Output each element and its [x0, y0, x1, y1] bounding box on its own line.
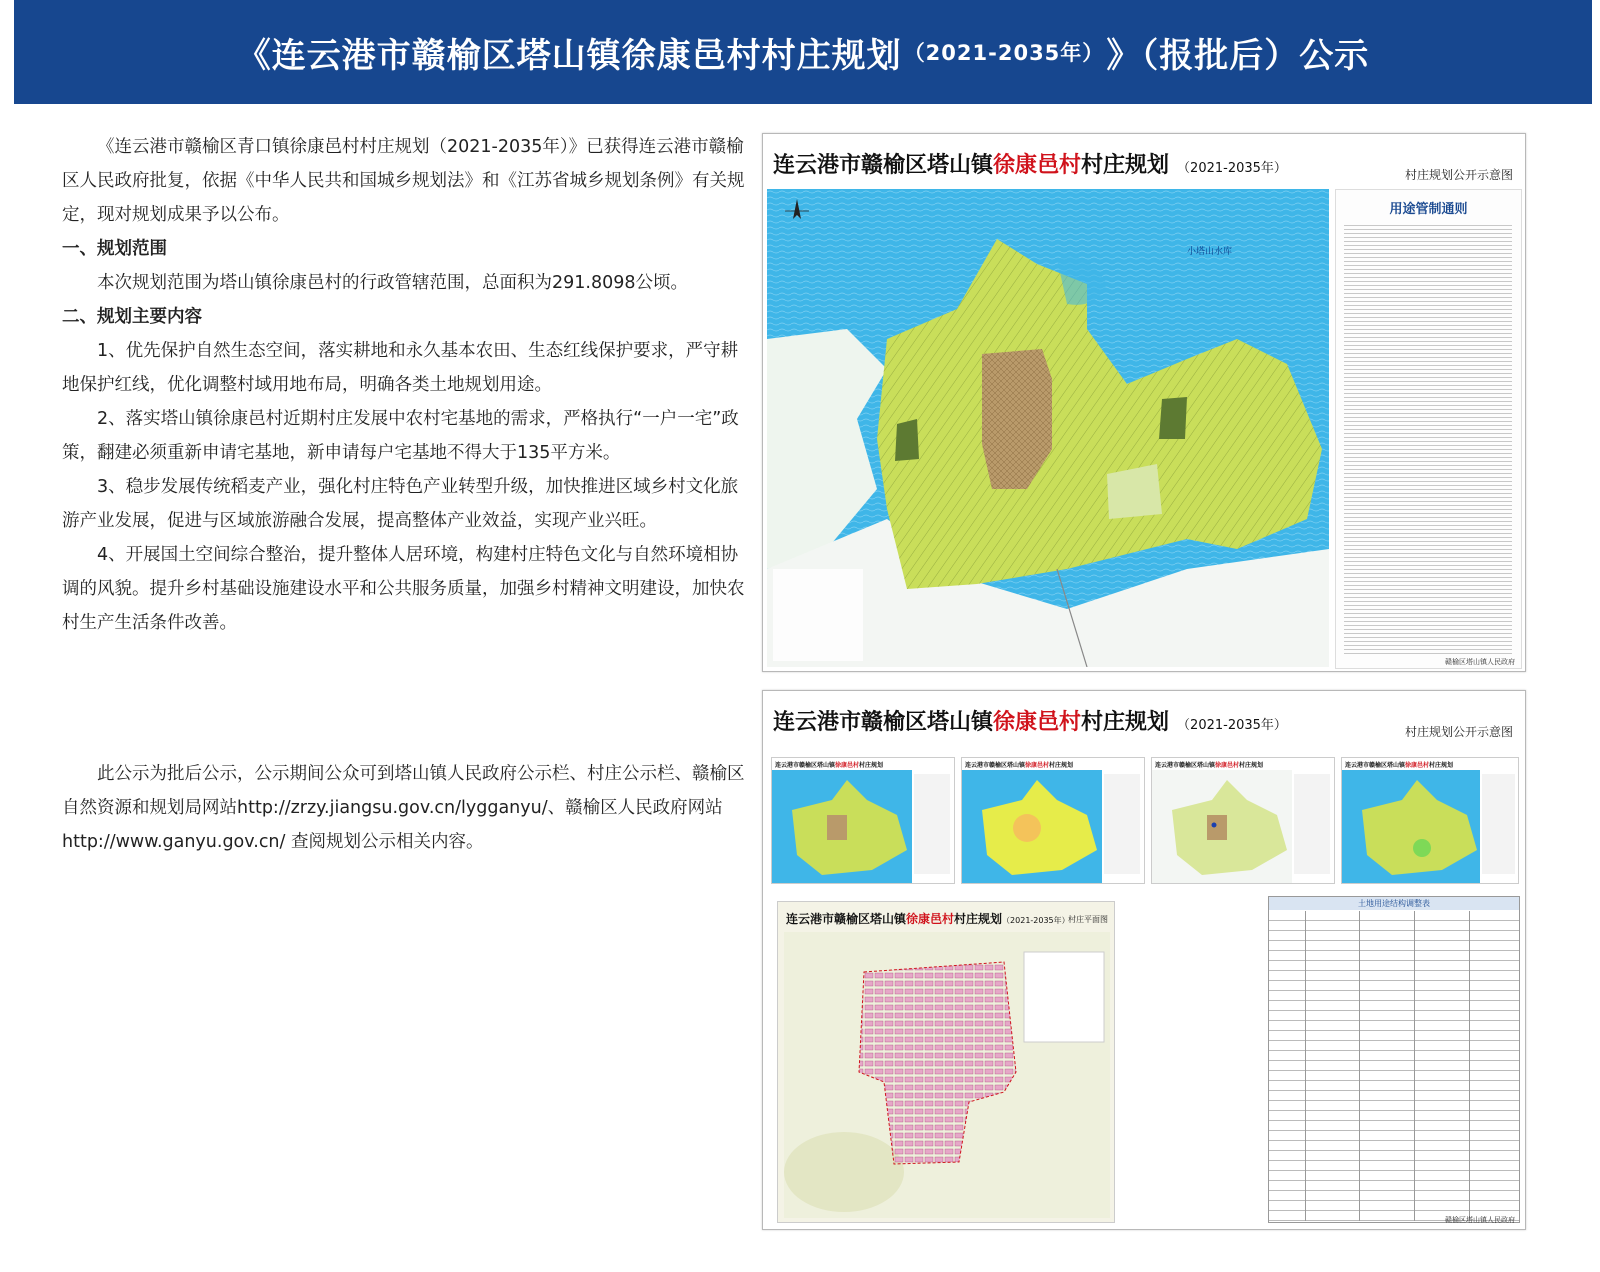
forest-patch-east	[1159, 397, 1187, 439]
mini-map-2-graphic	[962, 770, 1144, 883]
poster2-title-pre: 连云港市赣榆区塔山镇	[773, 710, 994, 735]
mini-map-2-title	[965, 760, 1073, 769]
mini-map-3-title-village: 徐康邑村	[1215, 762, 1240, 769]
intro-paragraph: 《连云港市赣榆区青口镇徐康邑村村庄规划（2021-2035年）》已获得连云港市赣榆区人民政府批复，依据《中华人民共和国城乡规划法》和《江苏省城乡规划条例》有关规定，现对规划成果予以公布。	[62, 137, 745, 225]
notice-paragraph: 此公示为批后公示，公示期间公众可到塔山镇人民政府公示栏、村庄公示栏、赣榆区自然资源和规划局网站http://zrzy.jiangsu.gov.cn/lygganyu/、赣榆区人民政府网站http://www.ganyu.gov.cn/ 查阅规划公示相关内容。	[62, 764, 745, 852]
poster1-subtitle: 村庄规划公开示意图	[1404, 168, 1513, 182]
poster1-title	[773, 148, 1287, 179]
village-plan-graphic	[784, 932, 1110, 1218]
poster2-title-village: 徐康邑村	[993, 710, 1082, 735]
mini-map-1-graphic	[772, 770, 954, 883]
village-plan-sheet	[777, 901, 1115, 1223]
map-legend	[773, 569, 863, 661]
mini-map-3-title-pre: 连云港市赣榆区塔山镇	[1155, 762, 1216, 769]
poster2-title-years: （2021-2035年）	[1177, 718, 1287, 733]
poster1-title-village: 徐康邑村	[993, 153, 1082, 178]
poster2-subtitle: 村庄规划公开示意图	[1404, 725, 1513, 739]
table-divider-3	[1414, 911, 1415, 1221]
village-plan-title-post: 村庄规划	[954, 912, 1003, 926]
plan-item-1: 1、优先保护自然生态空间，落实耕地和永久基本农田、生态红线保护要求，严守耕地保护红线，优化调整村域用地布局，明确各类土地规划用途。	[62, 341, 739, 395]
rules-title: 用途管制通则	[1389, 202, 1468, 217]
mini-map-1	[771, 757, 955, 884]
mini-map-3-title	[1155, 760, 1263, 769]
poster1-title-pre: 连云港市赣榆区塔山镇	[773, 153, 994, 178]
mini-map-2	[961, 757, 1145, 884]
land-use-table-rows	[1269, 911, 1519, 1221]
plan-item-2: 2、落实塔山镇徐康邑村近期村庄发展中农村宅基地的需求，严格执行“一户一宅”政策，翻建必须重新申请宅基地，新申请每户宅基地不得大于135平方米。	[62, 409, 739, 463]
banner-title-end: 》（报批后）公示	[1106, 35, 1370, 76]
mini-map-2-title-village: 徐康邑村	[1025, 762, 1050, 769]
poster1-title-post: 村庄规划	[1081, 153, 1170, 178]
poster-composite	[762, 690, 1526, 1230]
banner-title-years: （2021-2035年）	[903, 41, 1105, 65]
mini-map-4-title	[1345, 760, 1453, 769]
announcement-text	[62, 130, 752, 640]
mini-map-3	[1151, 757, 1335, 884]
mini-map-1-title-village: 徐康邑村	[835, 762, 860, 769]
plan-item-4: 4、开展国土空间综合整治，提升整体人居环境，构建村庄特色文化与自然环境相协调的风貌。提升乡村基础设施建设水平和公共服务质量，加强乡村精神文明建设，加快农村生产生活条件改善。	[62, 545, 745, 633]
table-divider-4	[1469, 911, 1470, 1221]
mini-map-4-title-post: 村庄规划	[1429, 762, 1454, 769]
village-plan-title-pre: 连云港市赣榆区塔山镇	[786, 912, 907, 926]
plan-item-3: 3、稳步发展传统稻麦产业，强化村庄特色产业转型升级，加快推进区域乡村文化旅游产业发展，促进与区域旅游融合发展，提高整体产业效益，实现产业兴旺。	[62, 477, 739, 531]
page-banner	[14, 0, 1592, 104]
poster1-title-years: （2021-2035年）	[1177, 161, 1287, 176]
mini-map-4-graphic	[1342, 770, 1518, 883]
mini-map-4-title-pre: 连云港市赣榆区塔山镇	[1345, 762, 1406, 769]
land-use-table	[1268, 896, 1520, 1223]
mini-map-1-title-pre: 连云港市赣榆区塔山镇	[775, 762, 836, 769]
banner-title-main: 《连云港市赣榆区塔山镇徐康邑村村庄规划	[236, 35, 902, 76]
poster2-credit: 赣榆区塔山镇人民政府	[1445, 1216, 1515, 1224]
village-plan-subtitle: 村庄平面图	[1068, 915, 1108, 924]
forest-patch-west	[895, 419, 919, 461]
village-plan-title	[786, 910, 1070, 927]
poster2-title-post: 村庄规划	[1081, 710, 1170, 735]
poster-land-use-map	[762, 133, 1526, 672]
rules-panel	[1335, 189, 1522, 669]
mini-map-3-title-post: 村庄规划	[1239, 762, 1264, 769]
mini-map-2-title-pre: 连云港市赣榆区塔山镇	[965, 762, 1026, 769]
poster1-credit: 赣榆区塔山镇人民政府	[1445, 658, 1515, 666]
village-plan-years: （2021-2035年）	[1002, 916, 1070, 925]
rules-text-block	[1344, 222, 1512, 654]
section2-heading: 二、规划主要内容	[62, 307, 202, 327]
mini-map-1-title	[775, 760, 883, 769]
mini-map-4-title-village: 徐康邑村	[1405, 762, 1430, 769]
section1-body: 本次规划范围为塔山镇徐康邑村的行政管辖范围，总面积为291.8098公顷。	[97, 273, 688, 293]
notice-text	[62, 757, 752, 859]
mini-map-1-title-post: 村庄规划	[859, 762, 884, 769]
table-divider-1	[1305, 911, 1306, 1221]
table-divider-2	[1359, 911, 1360, 1221]
reservoir-label: 小塔山水库	[1187, 247, 1233, 257]
mini-map-4	[1341, 757, 1519, 884]
mini-map-3-graphic	[1152, 770, 1334, 883]
land-use-table-title: 土地用途结构调整表	[1269, 897, 1519, 910]
land-use-map	[767, 189, 1329, 667]
poster2-title	[773, 705, 1287, 736]
mini-map-2-title-post: 村庄规划	[1049, 762, 1074, 769]
section1-heading: 一、规划范围	[62, 239, 167, 259]
village-plan-title-village: 徐康邑村	[906, 912, 955, 926]
